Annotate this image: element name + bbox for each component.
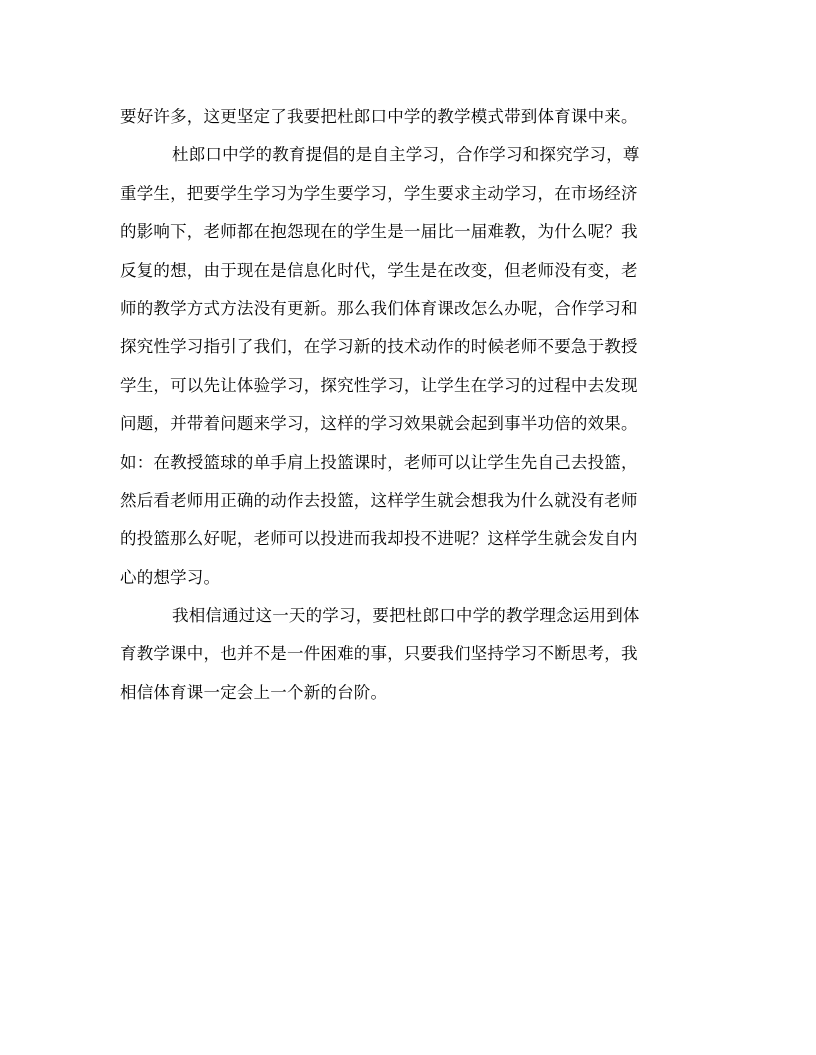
body-text <box>120 98 700 712</box>
paragraph-start-line: 杜郎口中学的教育提倡的是自主学习，合作学习和探究学习，尊 <box>172 145 640 165</box>
text-line: 育教学课中，也并不是一件困难的事，只要我们坚持学习不断思考，我 <box>120 644 638 664</box>
text-line: 学生，可以先让体验学习，探究性学习，让学生在学习的过程中去发现 <box>120 375 638 395</box>
text-line: 然后看老师用正确的动作去投篮，这样学生就会想我为什么就没有老师 <box>120 490 638 510</box>
text-line: 的投篮那么好呢，老师可以投进而我却投不进呢？这样学生就会发自内 <box>120 529 638 549</box>
text-line: 如：在教授篮球的单手肩上投篮课时，老师可以让学生先自己去投篮， <box>120 452 638 472</box>
text-line: 的影响下，老师都在抱怨现在的学生是一届比一届难教，为什么呢？我 <box>120 222 638 242</box>
text-line: 探究性学习指引了我们，在学习新的技术动作的时候老师不要急于教授 <box>120 337 638 357</box>
text-line: 心的想学习。 <box>120 567 221 587</box>
text-line: 问题，并带着问题来学习，这样的学习效果就会起到事半功倍的效果。 <box>120 414 638 434</box>
text-line: 师的教学方式方法没有更新。那么我们体育课改怎么办呢，合作学习和 <box>120 298 638 318</box>
text-line: 重学生，把要学生学习为学生要学习，学生要求主动学习，在市场经济 <box>120 183 638 203</box>
text-line: 相信体育课一定会上一个新的台阶。 <box>120 682 388 702</box>
text-line: 反复的想，由于现在是信息化时代，学生是在改变，但老师没有变，老 <box>120 260 638 280</box>
paragraph-start-line: 我相信通过这一天的学习，要把杜郎口中学的教学理念运用到体 <box>172 606 640 626</box>
text-line: 要好许多，这更坚定了我要把杜郎口中学的教学模式带到体育课中来。 <box>120 107 638 126</box>
